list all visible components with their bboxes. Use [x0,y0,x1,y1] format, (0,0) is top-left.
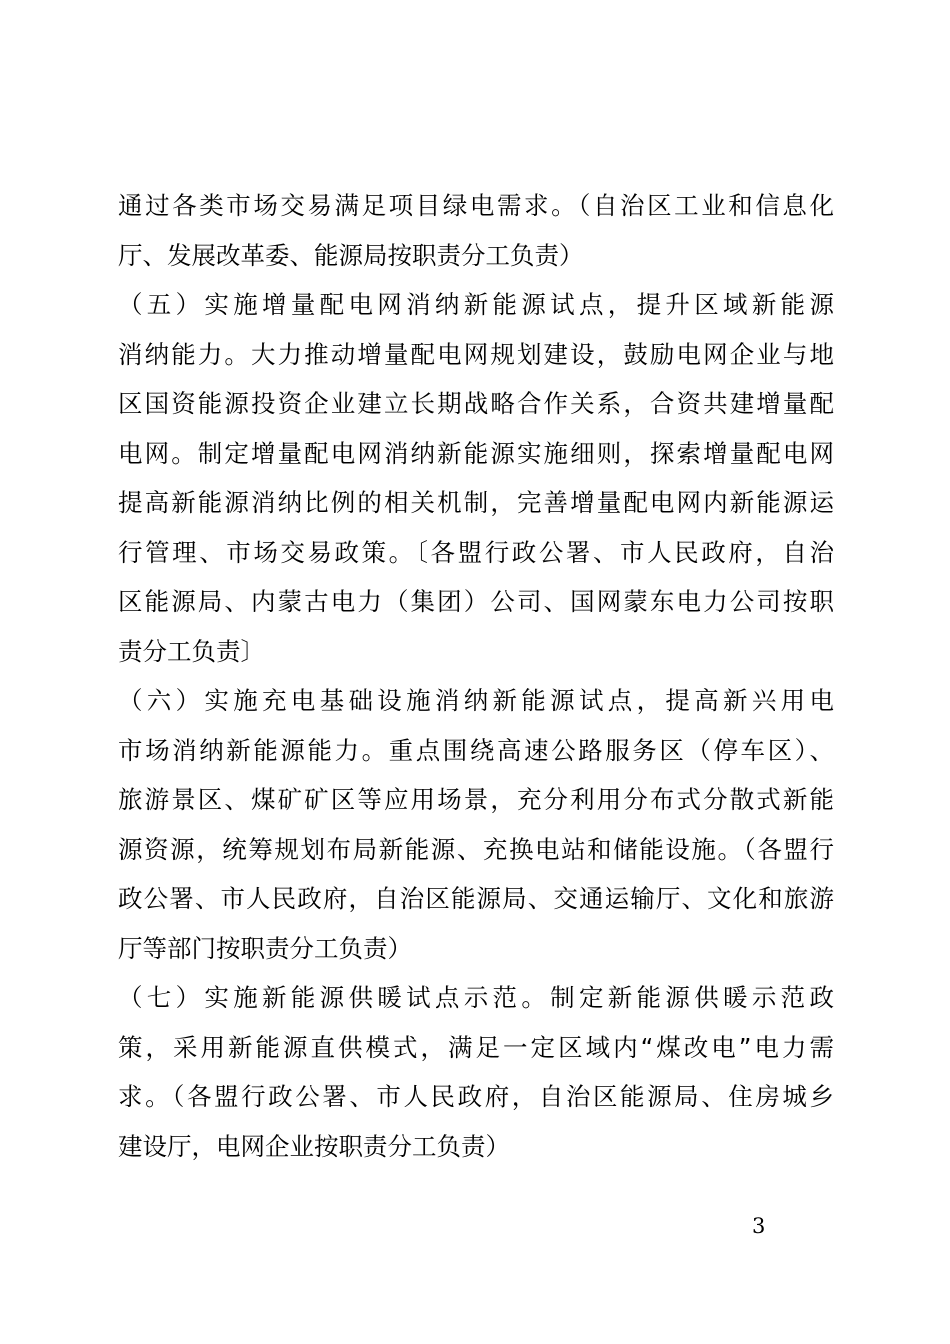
text-line: 源资源，统筹规划布局新能源、充换电站和储能设施。（各盟行 [118,834,834,864]
text-line: 旅游景区、煤矿矿区等应用场景，充分利用分布式分散式新能 [118,785,834,814]
text-line: 建设厅，电网企业按职责分工负责） [118,1131,510,1161]
page-number: 3 [752,1214,766,1238]
text-line: 区国资能源投资企业建立长期战略合作关系，合资共建增量配 [118,389,834,418]
text-line: 行管理、市场交易政策。〔各盟行政公署、市人民政府，自治 [118,537,834,567]
text-line: 电网。制定增量配电网消纳新能源实施细则，探索增量配电网 [118,438,834,468]
text-line: 政公署、市人民政府，自治区能源局、交通运输厅、文化和旅游 [118,884,834,913]
section-heading-line: （七）实施新能源供暖试点示范。制定新能源供暖示范政 [118,983,834,1012]
text-line: 区能源局、内蒙古电力（集团）公司、国网蒙东电力公司按职 [118,587,834,616]
text-line: 提高新能源消纳比例的相关机制，完善增量配电网内新能源运 [118,488,834,517]
section-heading-line: （六）实施充电基础设施消纳新能源试点，提高新兴用电 [118,686,834,715]
text-line: 厅、发展改革委、能源局按职责分工负责） [118,240,584,270]
section-heading-line: （五）实施增量配电网消纳新能源试点，提升区域新能源 [118,290,834,319]
text-line: 策，采用新能源直供模式，满足一定区域内“煤改电”电力需 [118,1032,834,1062]
text-line: 责分工负责〕 [118,636,265,666]
text-line: 通过各类市场交易满足项目绿电需求。（自治区工业和信息化 [118,191,834,220]
text-line: 求。（各盟行政公署、市人民政府，自治区能源局、住房城乡 [118,1082,834,1111]
text-line: 消纳能力。大力推动增量配电网规划建设，鼓励电网企业与地 [118,339,834,369]
document-body [118,181,834,1171]
text-line: 厅等部门按职责分工负责） [118,933,412,963]
text-line: 市场消纳新能源能力。重点围绕高速公路服务区（停车区）、 [118,735,834,765]
